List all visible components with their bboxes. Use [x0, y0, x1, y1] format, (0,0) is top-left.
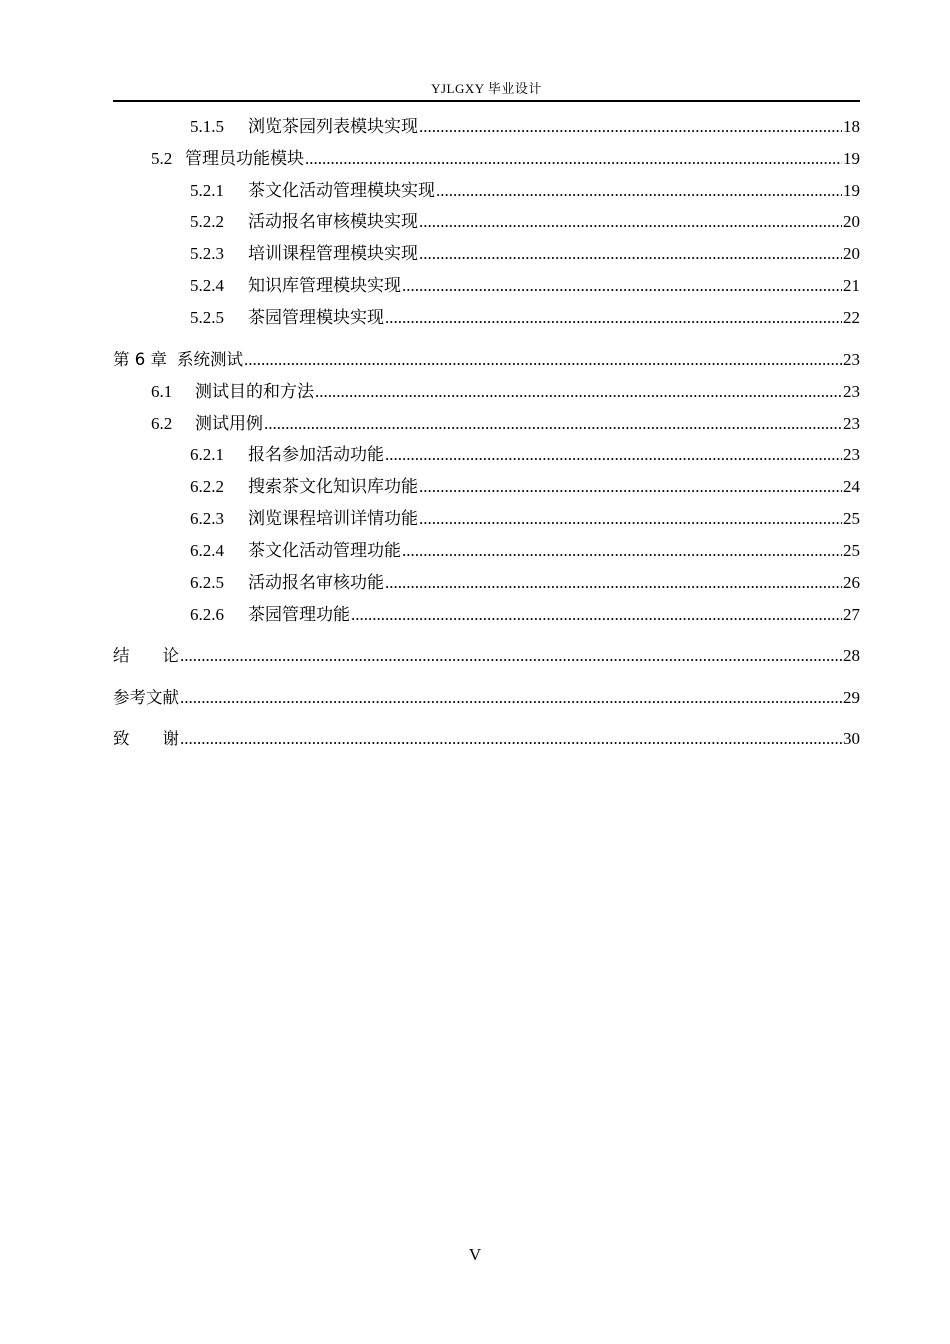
toc-entry-number: 5.2.3	[190, 244, 224, 263]
toc-entry-title: 培训课程管理模块实现	[248, 244, 418, 263]
toc-entry-number: 5.1.5	[190, 117, 224, 136]
toc-entry-number: 5.2.1	[190, 181, 224, 200]
toc-entry-number: 5.2.5	[190, 308, 224, 327]
toc-dot-leader	[315, 381, 842, 403]
toc-entry-title: 活动报名审核功能	[248, 573, 384, 592]
toc-entry-page: 28	[843, 646, 860, 665]
toc-entry-number: 6.2.4	[190, 541, 224, 560]
toc-entry-number: 第 6 章	[113, 350, 167, 369]
toc-entry-number: 6.2.3	[190, 509, 224, 528]
toc-dot-leader	[264, 413, 842, 435]
toc-entry-page: 23	[843, 414, 860, 433]
toc-entry-number: 6.2.6	[190, 605, 224, 624]
toc-entry-number: 5.2	[151, 149, 173, 168]
toc-entry[interactable]	[113, 728, 860, 750]
toc-entry[interactable]	[113, 211, 860, 233]
toc-entry-number: 6.2.5	[190, 573, 224, 592]
toc-entry-page: 20	[843, 244, 860, 263]
toc-dot-leader	[436, 180, 842, 202]
toc-entry-page: 24	[843, 477, 860, 496]
toc-entry[interactable]	[113, 243, 860, 265]
toc-dot-leader	[402, 275, 842, 297]
toc-entry-title: 系统测试	[177, 350, 243, 369]
toc-entry-title: 管理员功能模块	[185, 149, 304, 168]
toc-entry[interactable]	[113, 307, 860, 329]
toc-entry[interactable]	[113, 180, 860, 202]
toc-entry[interactable]	[113, 687, 860, 709]
toc-entry-page: 23	[843, 445, 860, 464]
toc-entry-page: 21	[843, 276, 860, 295]
toc-dot-leader	[180, 728, 842, 750]
toc-entry-page: 22	[843, 308, 860, 327]
toc-dot-leader	[385, 307, 842, 329]
toc-entry[interactable]	[113, 645, 860, 667]
toc-entry-title: 致 谢	[113, 729, 179, 748]
toc-dot-leader	[419, 476, 842, 498]
toc-dot-leader	[402, 540, 842, 562]
toc-entry[interactable]	[113, 508, 860, 530]
toc-entry[interactable]	[113, 349, 860, 371]
page-number: V	[468, 1245, 482, 1264]
toc-entry-title: 报名参加活动功能	[248, 445, 384, 464]
toc-entry-title: 茶园管理功能	[248, 605, 350, 624]
toc-entry-title: 茶园管理模块实现	[248, 308, 384, 327]
toc-entry-number: 5.2.2	[190, 212, 224, 231]
toc-entry-page: 25	[843, 541, 860, 560]
toc-entry-title: 结 论	[113, 646, 179, 665]
toc-entry-title: 茶文化活动管理功能	[248, 541, 401, 560]
toc-entry[interactable]	[113, 381, 860, 403]
toc-entry[interactable]	[113, 413, 860, 435]
toc-entry[interactable]	[113, 275, 860, 297]
toc-entry-title: 活动报名审核模块实现	[248, 212, 418, 231]
toc-entry-page: 25	[843, 509, 860, 528]
toc-entry-number: 5.2.4	[190, 276, 224, 295]
toc-entry[interactable]	[113, 604, 860, 626]
toc-entry-title: 茶文化活动管理模块实现	[248, 181, 435, 200]
toc-entry-title: 搜索茶文化知识库功能	[248, 477, 418, 496]
toc-entry-title: 测试目的和方法	[195, 382, 314, 401]
toc-entry-page: 30	[843, 729, 860, 748]
toc-entry[interactable]	[113, 116, 860, 138]
toc-entry-page: 29	[843, 688, 860, 707]
toc-entry-page: 18	[843, 117, 860, 136]
toc-dot-leader	[419, 243, 842, 265]
toc-dot-leader	[180, 687, 842, 709]
toc-entry-title: 参考文献	[113, 688, 179, 707]
toc-dot-leader	[419, 211, 842, 233]
toc-entry-number: 6.2.2	[190, 477, 224, 496]
header-rule	[113, 100, 860, 102]
toc-entry-page: 19	[843, 181, 860, 200]
toc-entry-page: 23	[843, 350, 860, 369]
toc-entry[interactable]	[113, 148, 860, 170]
toc-entry[interactable]	[113, 572, 860, 594]
toc-entry-title: 浏览课程培训详情功能	[248, 509, 418, 528]
toc-entry[interactable]	[113, 444, 860, 466]
toc-entry-page: 26	[843, 573, 860, 592]
toc-entry-title: 知识库管理模块实现	[248, 276, 401, 295]
toc-dot-leader	[180, 645, 842, 667]
toc-dot-leader	[419, 508, 842, 530]
toc-entry-page: 23	[843, 382, 860, 401]
toc-entry-number: 6.2.1	[190, 445, 224, 464]
toc-dot-leader	[351, 604, 842, 626]
toc-dot-leader	[419, 116, 842, 138]
toc-dot-leader	[244, 349, 842, 371]
toc-dot-leader	[305, 148, 842, 170]
toc-dot-leader	[385, 444, 842, 466]
running-header: YJLGXY 毕业设计	[431, 81, 542, 96]
toc-dot-leader	[385, 572, 842, 594]
toc-entry-page: 27	[843, 605, 860, 624]
toc-entry-number: 6.1	[151, 382, 173, 401]
toc-entry-number: 6.2	[151, 414, 173, 433]
toc-entry-page: 20	[843, 212, 860, 231]
toc-entry-page: 19	[843, 149, 860, 168]
toc-entry-title: 测试用例	[195, 414, 263, 433]
toc-entry[interactable]	[113, 476, 860, 498]
toc-entry-title: 浏览茶园列表模块实现	[248, 117, 418, 136]
toc-entry[interactable]	[113, 540, 860, 562]
